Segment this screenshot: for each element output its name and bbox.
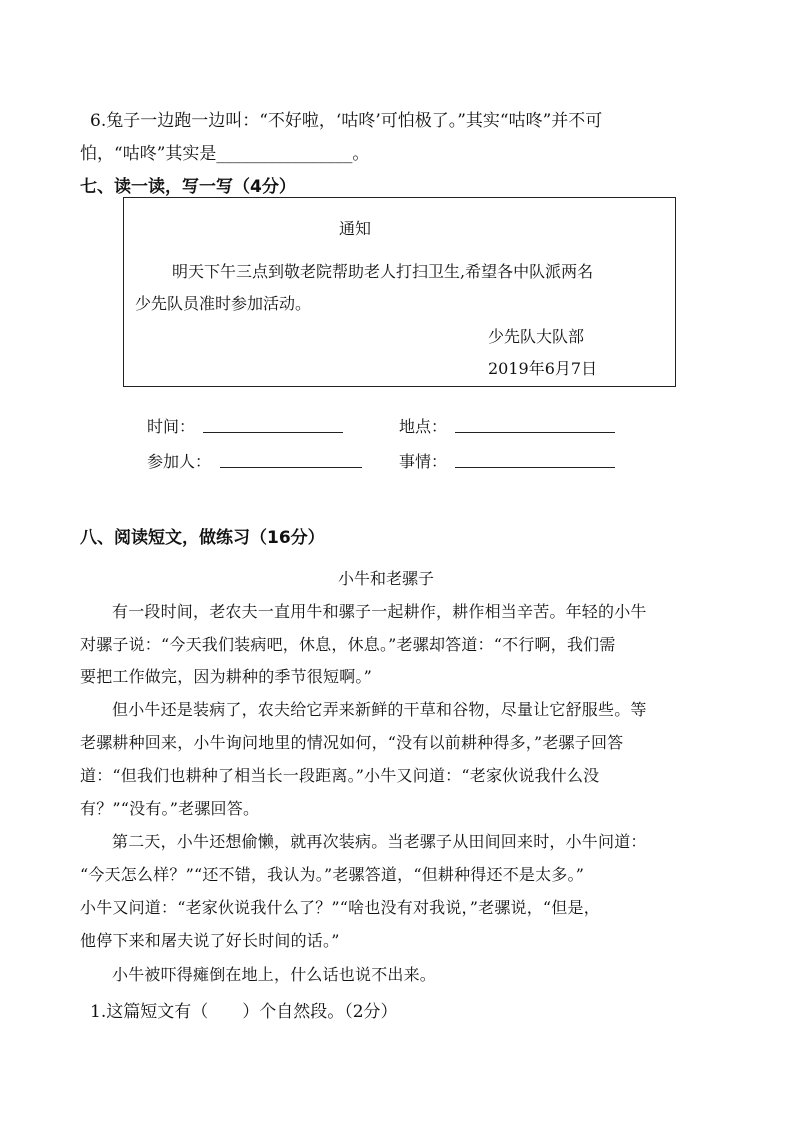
notice-date: 2019年6月7日 [488, 359, 598, 378]
question-6-line-2-prefix: 怕，“咕咚”其实是 [80, 144, 217, 164]
question-6-line-2 [80, 139, 369, 164]
story-line: 要把工作做完，因为耕种的季节很短啊。” [80, 667, 372, 686]
place-label: 地点： [399, 417, 448, 436]
question-6-line-2-suffix: 。 [352, 144, 370, 164]
question-1: 1.这篇短文有（ ）个自然段。（2分） [90, 1002, 398, 1022]
notice-signature: 少先队大队部 [488, 327, 585, 346]
matter-answer-line[interactable] [455, 467, 615, 468]
story-line: 第二天，小牛还想偷懒，就再次装病。当老骡子从田间回来时，小牛问道： [112, 832, 647, 851]
section-7-title: 七、读一读，写一写（4分） [80, 177, 296, 197]
participants-answer-line[interactable] [220, 467, 362, 468]
story-title: 小牛和老骡子 [338, 569, 435, 588]
notice-heading: 通知 [339, 219, 372, 238]
story-line: 道：“但我们也耕种了相当长一段距离。”小牛又问道：“老家伙说我什么没 [80, 766, 600, 785]
time-answer-line[interactable] [203, 432, 343, 433]
time-label: 时间： [147, 417, 196, 436]
participants-label: 参加人： [147, 452, 212, 471]
story-line: 小牛又问道：“老家伙说我什么了？”“啥也没有对我说，”老骡说，“但是， [80, 898, 600, 917]
story-line: 有一段时间，老农夫一直用牛和骡子一起耕作，耕作相当辛苦。年轻的小牛 [112, 602, 647, 621]
story-line: 但小牛还是装病了，农夫给它弄来新鲜的干草和谷物，尽量让它舒服些。等 [112, 700, 647, 719]
question-6-line-1: 6.兔子一边跑一边叫：“不好啦，‘咕咚’可怕极了。”其实“咕咚”并不可 [90, 111, 603, 131]
story-line: 有？”“没有。”老骡回答。 [80, 799, 260, 818]
notice-box [123, 197, 676, 387]
matter-label: 事情： [399, 452, 448, 471]
question-6-answer-blank[interactable]: ________________ [216, 144, 353, 164]
notice-body-line-1: 明天下午三点到敬老院帮助老人打扫卫生,希望各中队派两名 [172, 262, 594, 281]
story-line: 小牛被吓得瘫倒在地上，什么话也说不出来。 [112, 965, 437, 984]
section-8-title: 八、阅读短文，做练习（16分） [80, 528, 325, 548]
notice-body-line-2: 少先队员准时参加活动。 [135, 294, 312, 313]
story-line: “今天怎么样？”“还不错，我认为。”老骡答道，“但耕种得还不是太多。” [80, 865, 585, 884]
story-line: 对骡子说：“今天我们装病吧，休息，休息。”老骡却答道：“不行啊，我们需 [80, 635, 616, 654]
story-line: 他停下来和屠夫说了好长时间的话。” [80, 931, 340, 950]
story-line: 老骡耕种回来，小牛询问地里的情况如何，“没有以前耕种得多，”老骡子回答 [80, 733, 624, 752]
place-answer-line[interactable] [455, 432, 615, 433]
